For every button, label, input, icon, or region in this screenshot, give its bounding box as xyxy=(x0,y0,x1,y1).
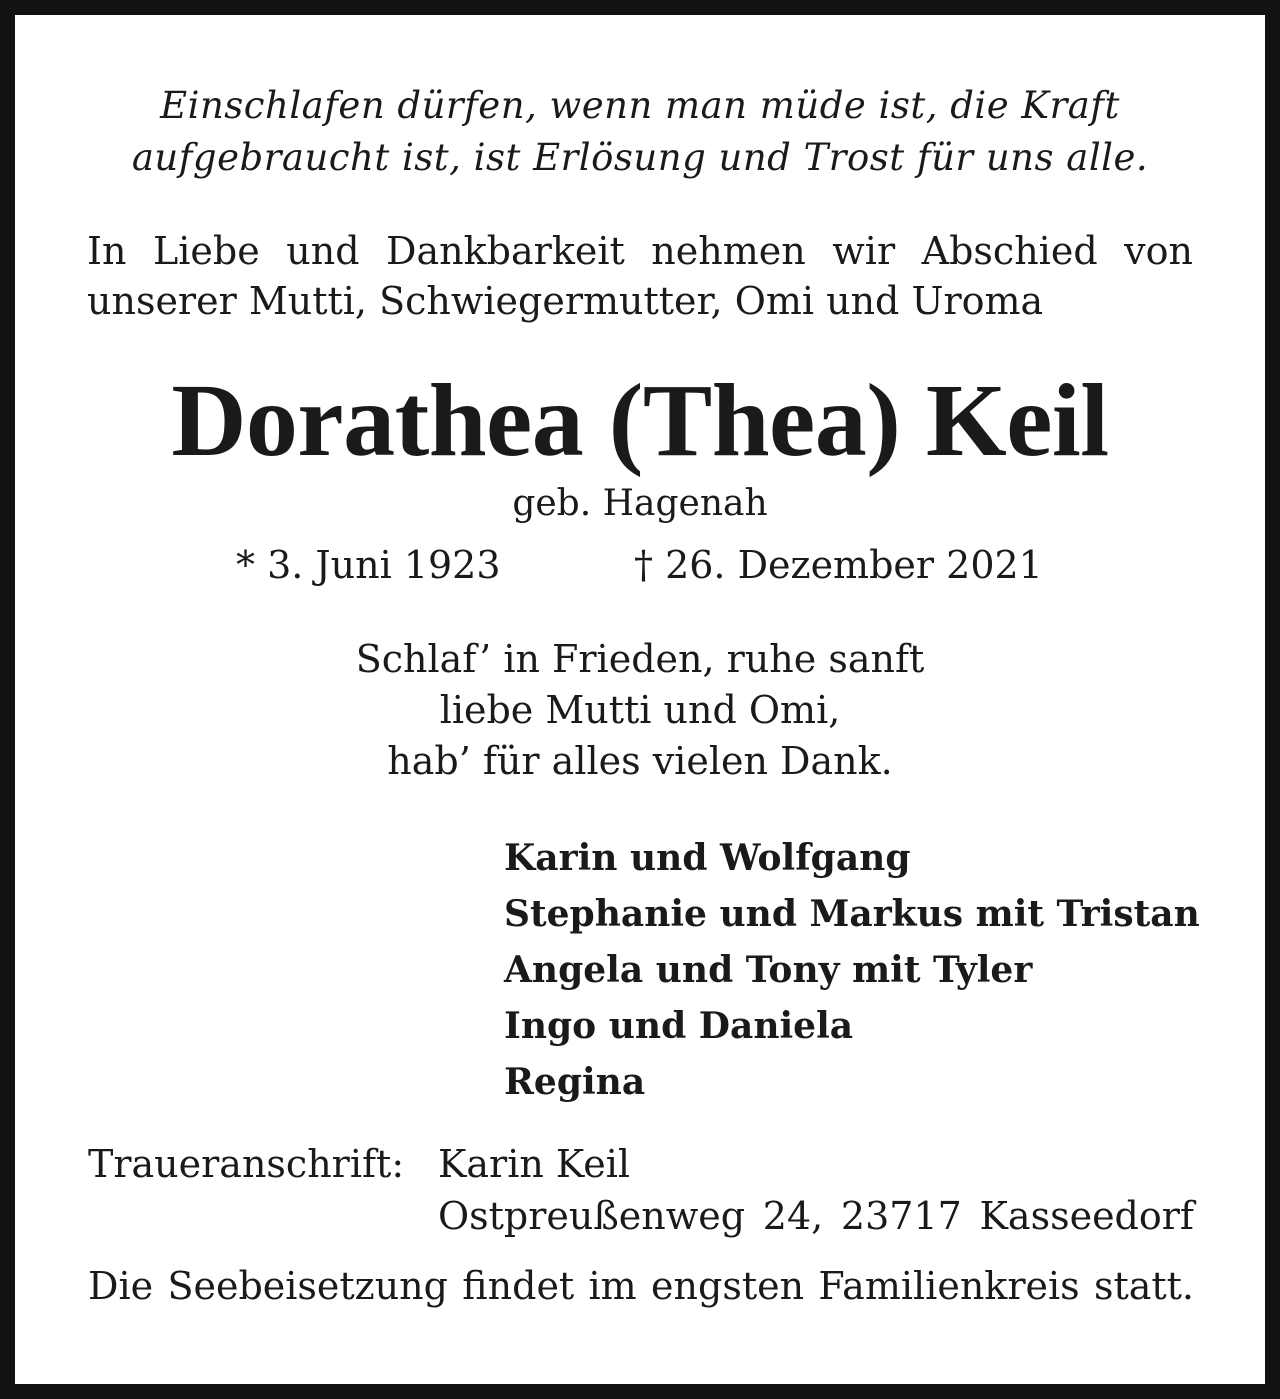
mourning-address xyxy=(438,1138,1194,1242)
burial-note: Die Seebeisetzung findet im engsten Familienkreis statt. xyxy=(88,1264,1194,1308)
birth-date: * 3. Juni 1923 xyxy=(236,543,501,587)
intro-line: unserer Mutti, Schwiegermutter, Omi und Uroma xyxy=(87,279,1044,323)
motto-line: aufgebraucht ist, ist Erlösung und Trost für uns alle. xyxy=(131,136,1149,179)
intro-text xyxy=(87,226,1193,326)
mourners-list xyxy=(504,830,1200,1110)
mourner-entry: Regina xyxy=(504,1061,646,1103)
death-date: † 26. Dezember 2021 xyxy=(634,543,1043,587)
poem-line: Schlaf’ in Frieden, ruhe sanft xyxy=(355,637,925,681)
motto-quote xyxy=(60,80,1220,184)
intro-line: In Liebe und Dankbarkeit nehmen wir Abschied von xyxy=(87,229,1193,273)
address-street: Ostpreußenweg 24, 23717 Kasseedorf xyxy=(438,1194,1194,1238)
poem-line: hab’ für alles vielen Dank. xyxy=(387,739,893,783)
address-label: Traueranschrift: xyxy=(88,1142,405,1186)
address-name: Karin Keil xyxy=(438,1142,631,1186)
farewell-poem xyxy=(60,634,1220,787)
mourner-entry: Stephanie und Markus mit Tristan xyxy=(504,893,1200,935)
poem-line: liebe Mutti und Omi, xyxy=(439,688,841,732)
mourner-entry: Karin und Wolfgang xyxy=(504,837,911,879)
birth-name: geb. Hagenah xyxy=(512,483,768,524)
motto-line: Einschlafen dürfen, wenn man müde ist, die Kraft xyxy=(160,84,1120,127)
mourner-entry: Angela und Tony mit Tyler xyxy=(504,949,1033,991)
mourner-entry: Ingo und Daniela xyxy=(504,1005,854,1047)
deceased-name: Dorathea (Thea) Keil xyxy=(171,363,1109,478)
